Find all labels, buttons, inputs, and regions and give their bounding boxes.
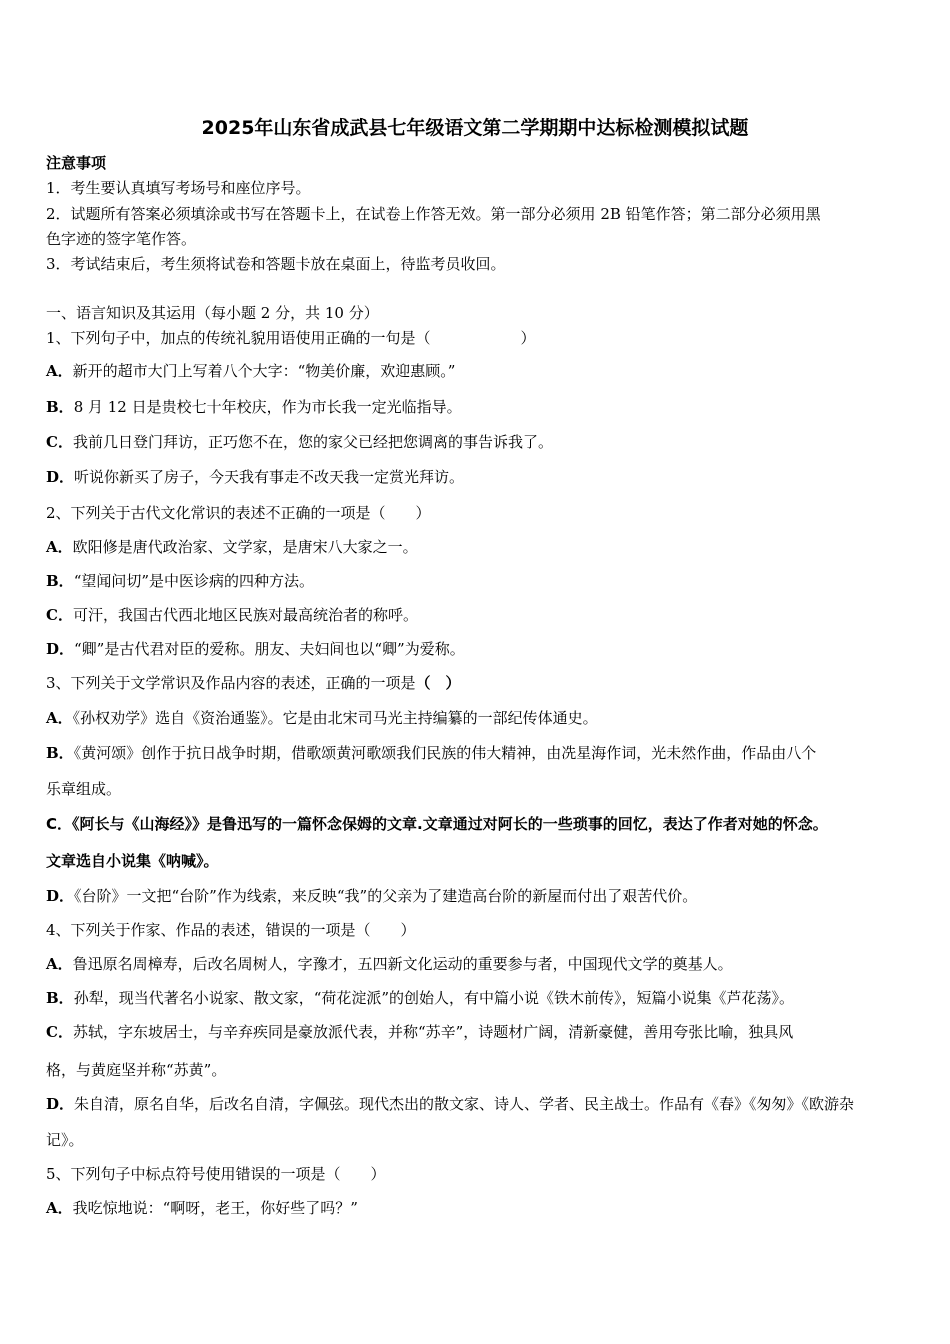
option-label: C． bbox=[46, 1023, 73, 1041]
option-text: 朱自清，原名自华，后改名自清，字佩弦。现代杰出的散文家、诗人、学者、民主战士。作品有《春》《匆匆》《欧游杂 bbox=[74, 1095, 855, 1113]
question-3-stem bbox=[46, 672, 461, 693]
option-text: 听说你新买了房子，今天我有事走不改天我一定赏光拜访。 bbox=[74, 468, 465, 486]
notice-item: 2．试题所有答案必须填涂或书写在答题卡上，在试卷上作答无效。第一部分必须用 2B 铅笔作答；第二部分必须用黑 bbox=[46, 205, 821, 223]
notice-heading: 注意事项 bbox=[46, 154, 107, 172]
option-text: 《黄河颂》创作于抗日战争时期，借歌颂黄河歌颂我们民族的伟大精神，由冼星海作词，光未然作曲，作品由八个 bbox=[73, 744, 817, 762]
option-label: C． bbox=[46, 433, 73, 451]
option-text: 《台阶》一文把“台阶”作为线索，来反映“我”的父亲为了建造高台阶的新屋而付出了艰苦代价。 bbox=[74, 887, 698, 905]
option-text: 8 月 12 日是贵校七十年校庆，作为市长我一定光临指导。 bbox=[73, 398, 462, 416]
q2-option-d bbox=[46, 638, 465, 659]
option-text: 鲁迅原名周樟寿，后改名周树人，字豫才，五四新文化运动的重要参与者，中国现代文学的奠基人。 bbox=[72, 955, 733, 973]
q4-option-a bbox=[46, 953, 733, 974]
option-label: B． bbox=[46, 989, 74, 1007]
option-label: B． bbox=[46, 744, 74, 762]
stem-text: 3、下列关于文学常识及作品内容的表述，正确的一项是 bbox=[46, 674, 416, 692]
question-2-stem: 2、下列关于古代文化常识的表述不正确的一项是（ ） bbox=[46, 504, 431, 522]
q4-option-d-cont: 记》。 bbox=[46, 1131, 84, 1149]
option-label: A． bbox=[46, 709, 73, 727]
q3-option-d bbox=[46, 885, 697, 906]
question-4-stem: 4、下列关于作家、作品的表述，错误的一项是（ ） bbox=[46, 921, 416, 939]
notice-item: 1．考生要认真填写考场号和座位序号。 bbox=[46, 179, 311, 197]
notice-item: 色字迹的签字笔作答。 bbox=[46, 230, 197, 248]
option-label: A． bbox=[46, 538, 73, 556]
q1-option-d bbox=[46, 466, 464, 487]
option-label: A． bbox=[46, 1199, 73, 1217]
option-text: 苏轼，字东坡居士，与辛弃疾同是豪放派代表，并称“苏辛”，诗题材广阔，清新豪健，善用夸张比喻，独具风 bbox=[72, 1023, 794, 1041]
q4-option-c-cont: 格，与黄庭坚并称“苏黄”。 bbox=[46, 1061, 227, 1079]
q3-option-b-cont: 乐章组成。 bbox=[46, 780, 122, 798]
option-label: C． bbox=[46, 606, 73, 624]
q1-option-b bbox=[46, 396, 462, 417]
q3-option-a bbox=[46, 707, 598, 728]
option-text: “卿”是古代君对臣的爱称。朋友、夫妇间也以“卿”为爱称。 bbox=[74, 640, 465, 658]
question-5-stem: 5、下列句子中标点符号使用错误的一项是（ ） bbox=[46, 1165, 386, 1183]
option-label: A． bbox=[46, 362, 73, 380]
q3-option-c: C．《阿长与《山海经》》是鲁迅写的一篇怀念保姆的文章.文章通过对阿长的一些琐事的回忆，表达了作者对她的怀念。 bbox=[46, 815, 828, 833]
option-label: A． bbox=[46, 955, 73, 973]
q4-option-b bbox=[46, 987, 794, 1008]
option-text: 我吃惊地说：“啊呀，老王，你好些了吗？” bbox=[72, 1199, 358, 1217]
option-label: B． bbox=[46, 572, 74, 590]
q3-option-b bbox=[46, 742, 816, 763]
option-text: 可汗，我国古代西北地区民族对最高统治者的称呼。 bbox=[72, 606, 418, 624]
answer-paren: （ ） bbox=[415, 674, 461, 692]
q2-option-a bbox=[46, 536, 418, 557]
q1-option-a bbox=[46, 360, 455, 381]
q2-option-b bbox=[46, 570, 314, 591]
notice-item: 3．考试结束后，考生须将试卷和答题卡放在桌面上，待监考员收回。 bbox=[46, 255, 506, 273]
q3-option-c-cont: 文章选自小说集《呐喊》。 bbox=[46, 852, 219, 870]
q5-option-a bbox=[46, 1197, 358, 1218]
option-text: 《孙权劝学》选自《资治通鉴》。它是由北宋司马光主持编纂的一部纪传体通史。 bbox=[72, 709, 598, 727]
option-text: 我前几日登门拜访，正巧您不在，您的家父已经把您调离的事告诉我了。 bbox=[72, 433, 553, 451]
option-text: 孙犁，现当代著名小说家、散文家，“荷花淀派”的创始人，有中篇小说《铁木前传》，短篇小说集《芦花荡》。 bbox=[73, 989, 795, 1007]
option-label: D． bbox=[46, 468, 75, 486]
option-label: B． bbox=[46, 398, 74, 416]
section-heading: 一、语言知识及其运用（每小题 2 分，共 10 分） bbox=[46, 304, 379, 322]
page-title: 2025年山东省成武县七年级语文第二学期期中达标检测模拟试题 bbox=[201, 117, 749, 139]
option-text: 新开的超市大门上写着八个大字：“物美价廉，欢迎惠顾。” bbox=[72, 362, 456, 380]
option-label: D． bbox=[46, 640, 75, 658]
question-1-stem: 1、下列句子中，加点的传统礼貌用语使用正确的一句是（ ） bbox=[46, 329, 536, 347]
option-text: “望闻问切”是中医诊病的四种方法。 bbox=[73, 572, 315, 590]
option-label: D． bbox=[46, 887, 75, 905]
option-text: 欧阳修是唐代政治家、文学家，是唐宋八大家之一。 bbox=[72, 538, 418, 556]
option-label: D． bbox=[46, 1095, 75, 1113]
q1-option-c bbox=[46, 431, 553, 452]
q4-option-c bbox=[46, 1021, 793, 1042]
q2-option-c bbox=[46, 604, 418, 625]
q4-option-d bbox=[46, 1093, 854, 1114]
